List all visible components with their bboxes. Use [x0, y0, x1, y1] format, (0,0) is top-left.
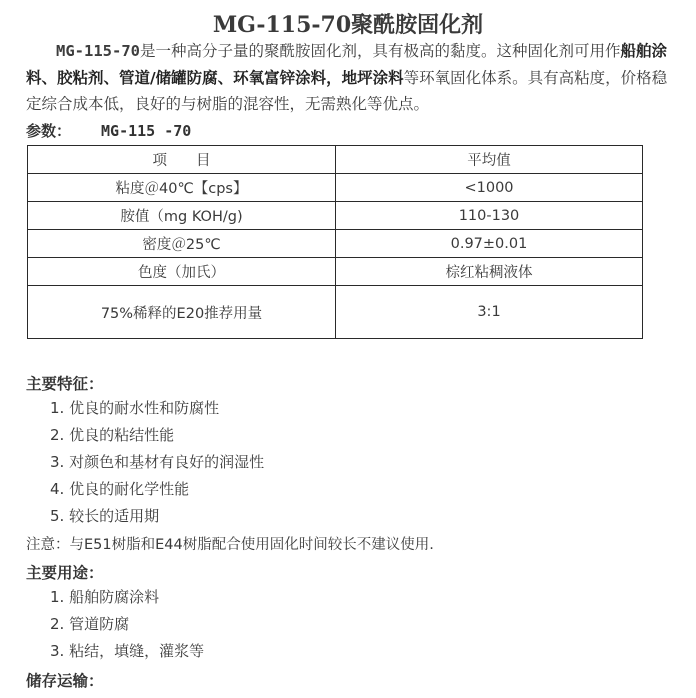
uses-list — [50, 584, 204, 665]
table-cell: 75%稀释的E20推荐用量 — [28, 286, 336, 339]
table-cell: 胺值（mg KOH/g) — [28, 202, 336, 230]
table-row — [28, 230, 643, 258]
spec-table — [27, 145, 643, 339]
storage-heading: 储存运输： — [26, 672, 104, 690]
table-row — [28, 286, 643, 339]
table-header-item: 项 目 — [28, 146, 336, 174]
intro-applications: 船舶涂料、胶粘剂、管道/储罐防腐、环氧富锌涂料，地坪涂料 — [26, 42, 668, 87]
list-item: 1. 船舶防腐涂料 — [50, 588, 160, 606]
product-code: MG-115-70 — [56, 42, 140, 60]
table-row — [28, 202, 643, 230]
table-cell: <1000 — [336, 174, 643, 202]
document-title: MG-115-70聚酰胺固化剂 — [212, 12, 484, 38]
table-row — [28, 174, 643, 202]
table-row — [28, 258, 643, 286]
table-header-row — [28, 146, 643, 174]
params-label: 参数： — [26, 122, 72, 140]
list-item: 3. 对颜色和基材有良好的润湿性 — [50, 453, 265, 471]
table-header-value: 平均值 — [336, 146, 643, 174]
list-item: 1. 优良的耐水性和防腐性 — [50, 399, 220, 417]
table-cell: 0.97±0.01 — [336, 230, 643, 258]
table-cell: 棕红粘稠液体 — [336, 258, 643, 286]
list-item: 2. 优良的粘结性能 — [50, 426, 175, 444]
table-cell: 110-130 — [336, 202, 643, 230]
list-item: 4. 优良的耐化学性能 — [50, 480, 190, 498]
intro-text-2: 等环氧固化体系。具有高粘度，价格稳定综合成本低，良好的与树脂的混容性，无需熟化等优点。 — [26, 68, 668, 113]
uses-heading: 主要用途： — [26, 564, 104, 582]
params-code: MG-115 -70 — [101, 122, 192, 140]
list-item: 2. 管道防腐 — [50, 615, 130, 633]
table-cell: 色度（加氏） — [28, 258, 336, 286]
features-list — [50, 395, 264, 530]
table-cell: 粘度＠40℃【cps】 — [28, 174, 336, 202]
list-item: 5. 较长的适用期 — [50, 507, 160, 525]
table-cell: 密度＠25℃ — [28, 230, 336, 258]
note-text: 注意：与E51树脂和E44树脂配合使用固化时间较长不建议使用. — [26, 537, 434, 553]
params-line — [26, 120, 191, 141]
table-cell: 3:1 — [336, 286, 643, 339]
intro-paragraph — [26, 38, 676, 118]
list-item: 3. 粘结，填缝，灌浆等 — [50, 642, 205, 660]
features-heading: 主要特征： — [26, 375, 104, 393]
intro-text-1: 是一种高分子量的聚酰胺固化剂，具有极高的黏度。这种固化剂可用作 — [140, 42, 621, 60]
